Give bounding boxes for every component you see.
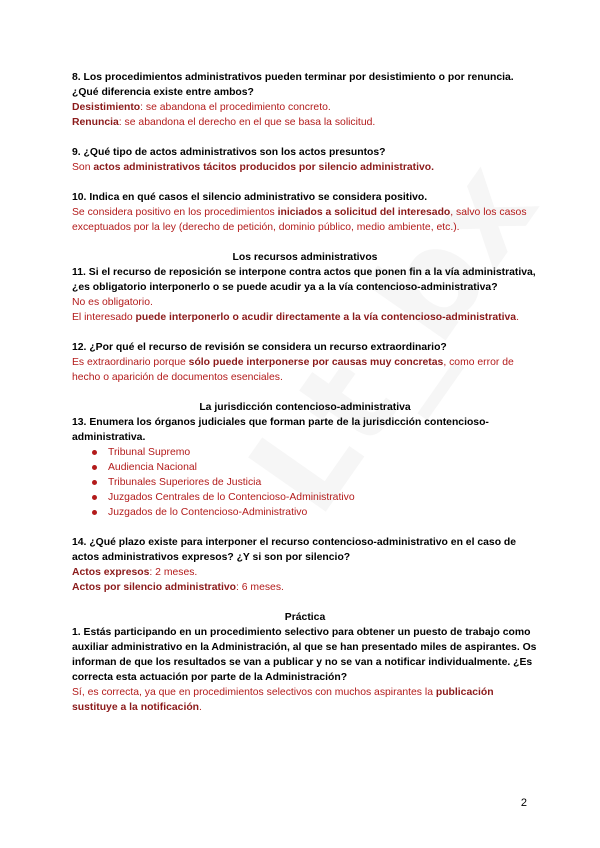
question-13-text: 13. Enumera los órganos judiciales que forman parte de la jurisdicción contencioso-administrativa. bbox=[72, 417, 489, 443]
page-number: 2 bbox=[520, 797, 527, 809]
list-item: Juzgados de lo Contencioso-Administrativo bbox=[108, 505, 538, 520]
practica-1-answer-pre: Sí, es correcta, ya que en procedimientos selectivos con muchos aspirantes la bbox=[72, 687, 436, 698]
practica-1-answer-bold: publicación sustituye a la notificación bbox=[72, 687, 494, 713]
practica-1-answer-post: . bbox=[199, 702, 202, 713]
question-9-text: 9. ¿Qué tipo de actos administrativos son los actos presuntos? bbox=[72, 147, 386, 158]
question-14-text: 14. ¿Qué plazo existe para interponer el recurso contencioso-administrativo en el caso de actos administrativos expresos? ¿Y si son por silencio? bbox=[72, 537, 517, 563]
answer-14-silencio bbox=[72, 580, 538, 595]
practica-1-answer bbox=[72, 685, 538, 715]
term-actos-silencio: Actos por silencio administrativo bbox=[72, 582, 236, 593]
answer-12-bold: sólo puede interponerse por causas muy concretas bbox=[188, 357, 444, 368]
term-actos-expresos: Actos expresos bbox=[72, 567, 150, 578]
question-9 bbox=[72, 145, 538, 175]
question-13 bbox=[72, 415, 538, 520]
question-10-text: 10. Indica en qué casos el silencio administrativo se considera positivo. bbox=[72, 192, 428, 203]
answer-9 bbox=[72, 160, 538, 175]
section-recursos-administrativos: Los recursos administrativos bbox=[232, 252, 378, 263]
answer-14-expresos bbox=[72, 565, 538, 580]
practica-1-text: 1. Estás participando en un procedimiento selectivo para obtener un puesto de trabajo como auxiliar administrativo en la Administración, al que se han presentado miles de aspirantes. Os informan de que los resultados se van a publicar y no se van a notificar individualmente. ¿Es correcta esta actuación por parte de la Administración? bbox=[72, 627, 537, 683]
term-renuncia: Renuncia bbox=[72, 117, 119, 128]
term-desistimiento: Desistimiento bbox=[72, 102, 141, 113]
answer-11-line1: No es obligatorio. bbox=[72, 297, 153, 308]
list-item: Audiencia Nacional bbox=[108, 460, 538, 475]
answer-12 bbox=[72, 355, 538, 385]
question-11-text: 11. Si el recurso de reposición se interpone contra actos que ponen fin a la vía administrativa, ¿es obligatorio interponerlo o se puede acudir ya a la vía contencioso-administrativa? bbox=[72, 267, 536, 293]
answer-9-bold: actos administrativos tácitos producidos por silencio administrativo. bbox=[93, 162, 435, 173]
answer-10-post: , salvo los casos exceptuados por la ley (derecho de petición, dominio público, medio ambiente, etc.). bbox=[72, 207, 527, 233]
question-12-text: 12. ¿Por qué el recurso de revisión se considera un recurso extraordinario? bbox=[72, 342, 447, 353]
list-item: Tribunal Supremo bbox=[108, 445, 538, 460]
answer-10-pre: Se considera positivo en los procedimientos bbox=[72, 207, 278, 218]
document-page bbox=[72, 70, 538, 730]
silencio-plazo: : 6 meses. bbox=[235, 582, 284, 593]
desistimiento-definition: : se abandona el procedimiento concreto. bbox=[140, 102, 331, 113]
question-14 bbox=[72, 535, 538, 595]
answer-11-pre: El interesado bbox=[72, 312, 136, 323]
answer-10 bbox=[72, 205, 538, 235]
section-practica: Práctica bbox=[284, 612, 326, 623]
practica-1 bbox=[72, 625, 538, 715]
answer-11-bold: puede interponerlo o acudir directamente a la vía contencioso-administrativa bbox=[135, 312, 517, 323]
question-8-text: 8. Los procedimientos administrativos pueden terminar por desistimiento o por renuncia. ¿Qué diferencia existe entre ambos? bbox=[72, 72, 514, 98]
section-jurisdiccion: La jurisdicción contencioso-administrativa bbox=[199, 402, 411, 413]
answer-8-desistimiento bbox=[72, 100, 538, 115]
question-12 bbox=[72, 340, 538, 385]
answer-11 bbox=[72, 310, 538, 325]
answer-9-pre: Son bbox=[72, 162, 94, 173]
question-11 bbox=[72, 265, 538, 325]
answer-11-post: . bbox=[516, 312, 519, 323]
answer-10-bold: iniciados a solicitud del interesado bbox=[277, 207, 451, 218]
question-8 bbox=[72, 70, 538, 130]
organos-judiciales-list bbox=[72, 445, 538, 520]
answer-12-post: , como error de hecho o aparición de documentos esenciales. bbox=[72, 357, 514, 383]
list-item: Juzgados Centrales de lo Contencioso-Administrativo bbox=[108, 490, 538, 505]
renuncia-definition: : se abandona el derecho en el que se basa la solicitud. bbox=[118, 117, 376, 128]
list-item: Tribunales Superiores de Justicia bbox=[108, 475, 538, 490]
answer-8-renuncia bbox=[72, 115, 538, 130]
answer-12-pre: Es extraordinario porque bbox=[72, 357, 189, 368]
expresos-plazo: : 2 meses. bbox=[149, 567, 198, 578]
question-10 bbox=[72, 190, 538, 235]
